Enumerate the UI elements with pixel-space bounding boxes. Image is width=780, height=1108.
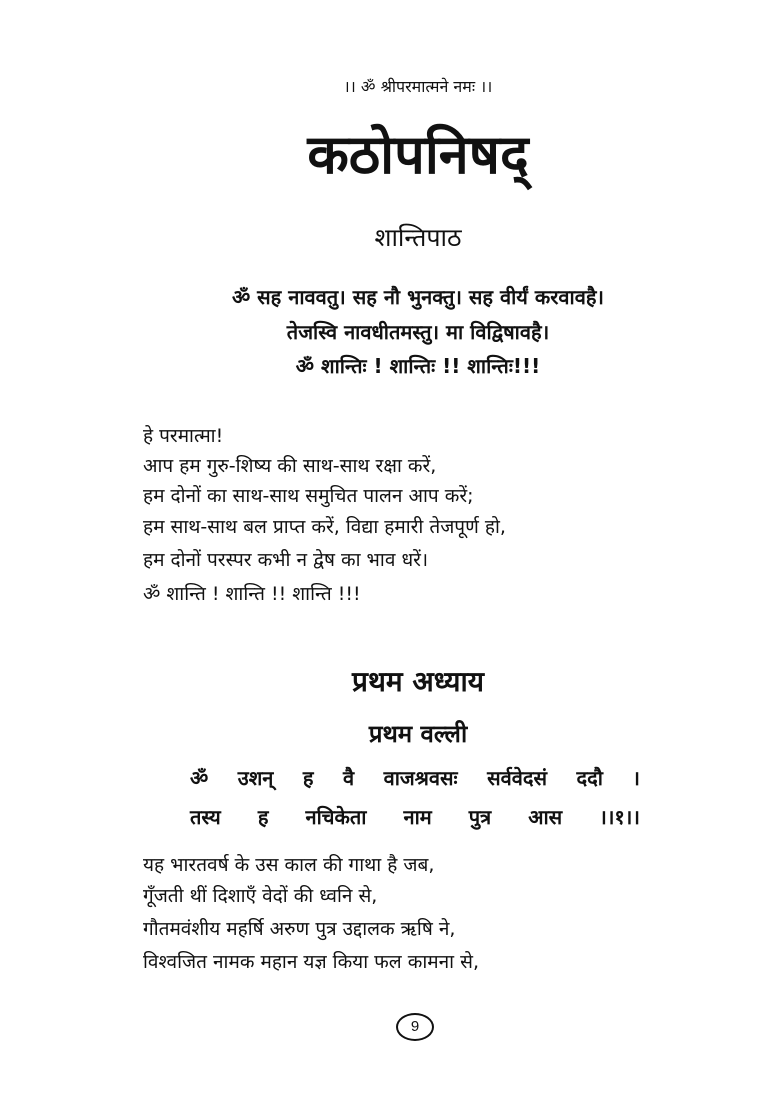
verse-word: उशन् <box>237 766 274 790</box>
verse-line-1 <box>190 768 640 788</box>
page-number: 9 <box>396 1013 434 1041</box>
verse-word: पुत्र <box>468 805 492 829</box>
translation-line: हम दोनों का साथ-साथ समुचित पालन आप करें; <box>143 485 474 507</box>
translation-line: ॐ शान्ति ! शान्ति !! शान्ति !!! <box>143 583 361 605</box>
verse-word: आस <box>528 805 563 829</box>
mantra-line: ॐ शान्तिः ! शान्तिः !! शान्तिः!!! <box>295 354 541 378</box>
verse-word: तस्य <box>190 805 221 829</box>
verse-word: ॐ <box>190 766 209 790</box>
verse-word: नचिकेता <box>305 805 367 829</box>
translation-line: विश्वजित नामक महान यज्ञ किया फल कामना से, <box>143 951 479 973</box>
verse-word: ददौ <box>576 766 603 790</box>
translation-line: गौतमवंशीय महर्षि अरुण पुत्र उद्दालक ऋषि ने, <box>143 918 456 940</box>
verse-line-2 <box>190 807 640 827</box>
section-heading: प्रथम वल्ली <box>368 720 468 748</box>
page-title: कठोपनिषद् <box>307 123 529 186</box>
verse-word: वै <box>343 766 355 790</box>
verse-word: सर्ववेदसं <box>487 766 547 790</box>
verse-word: ह <box>257 805 269 829</box>
verse-word: ह <box>302 766 314 790</box>
invocation: ।। ॐ श्रीपरमात्मने नमः ।। <box>343 77 493 96</box>
translation-line: गूँजती थीं दिशाएँ वेदों की ध्वनि से, <box>143 885 378 907</box>
translation-line: हम दोनों परस्पर कभी न द्वेष का भाव धरें। <box>143 549 429 571</box>
mantra-line: ॐ सह नाववतु। सह नौ भुनक्तु। सह वीर्यं करवावहै। <box>231 285 605 309</box>
translation-line: हम साथ-साथ बल प्राप्त करें, विद्या हमारी तेजपूर्ण हो, <box>143 516 506 538</box>
mantra-line: तेजस्वि नावधीतमस्तु। मा विद्विषावहै। <box>286 320 550 344</box>
verse-number: ।।१।। <box>599 805 640 829</box>
shanti-heading: शान्तिपाठ <box>374 223 462 252</box>
verse-word: वाजश्रवसः <box>383 766 458 790</box>
translation-line: हे परमात्मा! <box>143 425 224 447</box>
verse-word: । <box>632 766 640 790</box>
verse-word: नाम <box>403 805 432 829</box>
chapter-heading: प्रथम अध्याय <box>352 665 484 698</box>
translation-line: यह भारतवर्ष के उस काल की गाथा है जब, <box>143 854 435 876</box>
translation-line: आप हम गुरु-शिष्य की साथ-साथ रक्षा करें, <box>143 455 437 477</box>
